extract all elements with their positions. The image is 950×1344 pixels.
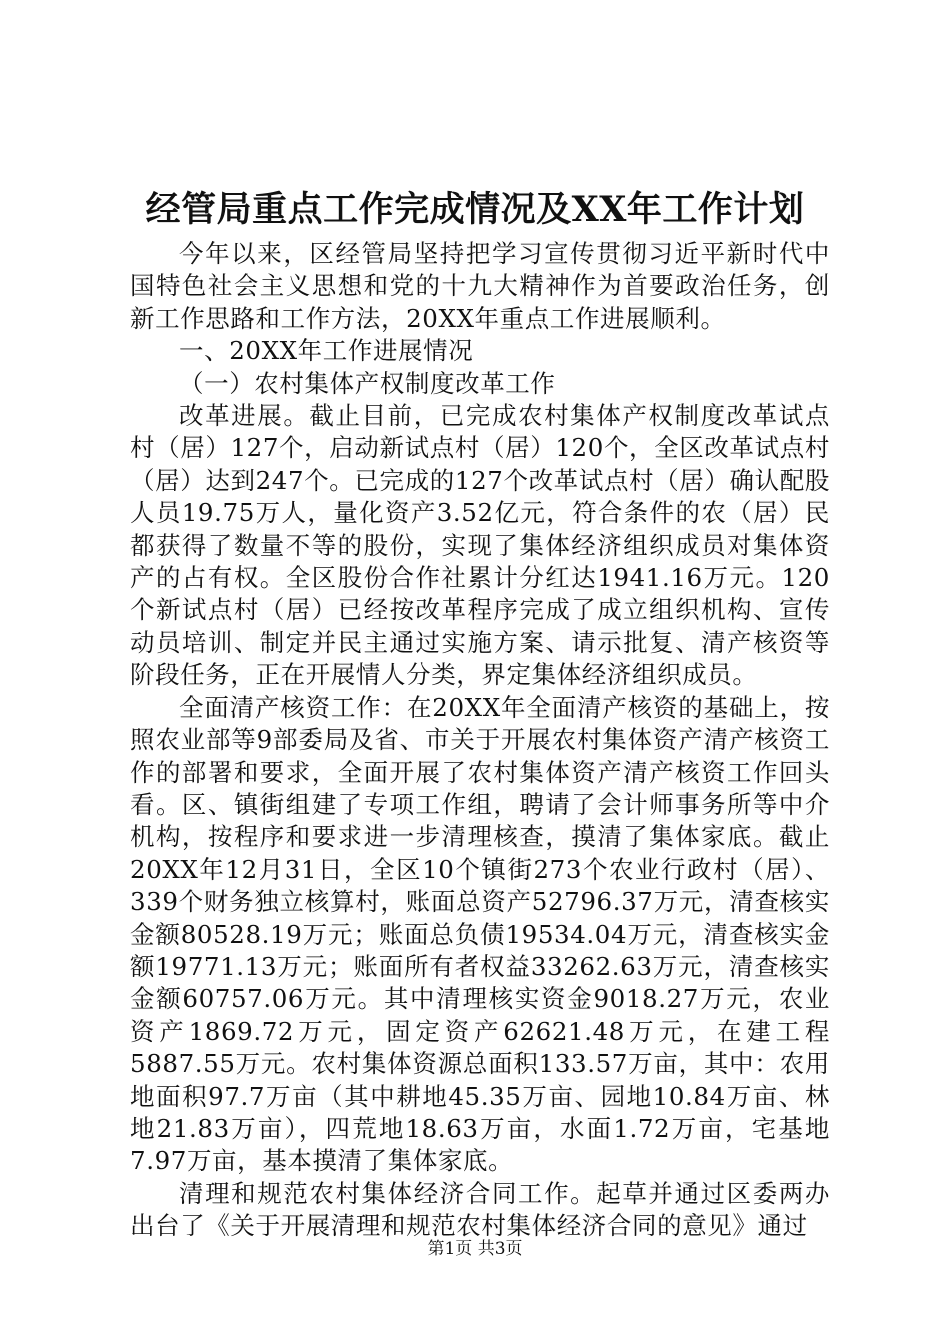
reform-progress-paragraph: 改革进展。截止目前，已完成农村集体产权制度改革试点村（居）127个，启动新试点村（居）120个，全区改革试点村（居）达到247个。已完成的127个改革试点村（居）确认配股人员19.75万人，量化资产3.52亿元，符合条件的农（居）民都获得了数量不等的股份，实现了集体经济组织成员对集体资产的占有权。全区股份合作社累计分红达1941.16万元。120个新试点村（居）已经按改革程序完成了成立组织机构、宣传动员培训、制定并民主通过实施方案、请示批复、清产核资等阶段任务，正在开展情人分类，界定集体经济组织成员。 — [130, 401, 830, 690]
page-number-footer: 第1页 共3页 — [427, 1239, 523, 1259]
document-title: 经管局重点工作完成情况及XX年工作计划 — [145, 189, 805, 230]
asset-verification-paragraph: 全面清产核资工作：在20XX年全面清产核资的基础上，按照农业部等9部委局及省、市关于开展农村集体资产清产核资工作的部署和要求，全面开展了农村集体资产清产核资工作回头看。区、镇街组建了专项工作组，聘请了会计师事务所等中介机构，按程序和要求进一步清理核查，摸清了集体家底。截止20XX年12月31日，全区10个镇街273个农业行政村（居）、339个财务独立核算村，账面总资产52796.37万元，清查核实金额80528.19万元；账面总负债19534.04万元，清查核实金额19771.13万元；账面所有者权益33262.63万元，清查核实金额60757.06万元。其中清理核实资金9018.27万元，农业资产1869.72万元，固定资产62621.48万元，在建工程5887.55万元。农村集体资源总面积133.57万亩，其中：农用地面积97.7万亩（其中耕地45.35万亩、园地10.84万亩、林地21.83万亩），四荒地18.63万亩，水面1.72万亩，宅基地7.97万亩，基本摸清了集体家底。 — [130, 692, 830, 1176]
section-heading: 一、20XX年工作进展情况 — [179, 336, 474, 366]
intro-paragraph: 今年以来，区经管局坚持把学习宣传贯彻习近平新时代中国特色社会主义思想和党的十九大精神作为首要政治任务，创新工作思路和工作方法，20XX年重点工作进展顺利。 — [130, 239, 830, 333]
subsection-heading: （一）农村集体产权制度改革工作 — [179, 368, 556, 398]
contract-cleanup-paragraph: 清理和规范农村集体经济合同工作。起草并通过区委两办出台了《关于开展清理和规范农村集体经济合同的意见》通过 — [130, 1178, 830, 1241]
document-body — [130, 238, 830, 1243]
